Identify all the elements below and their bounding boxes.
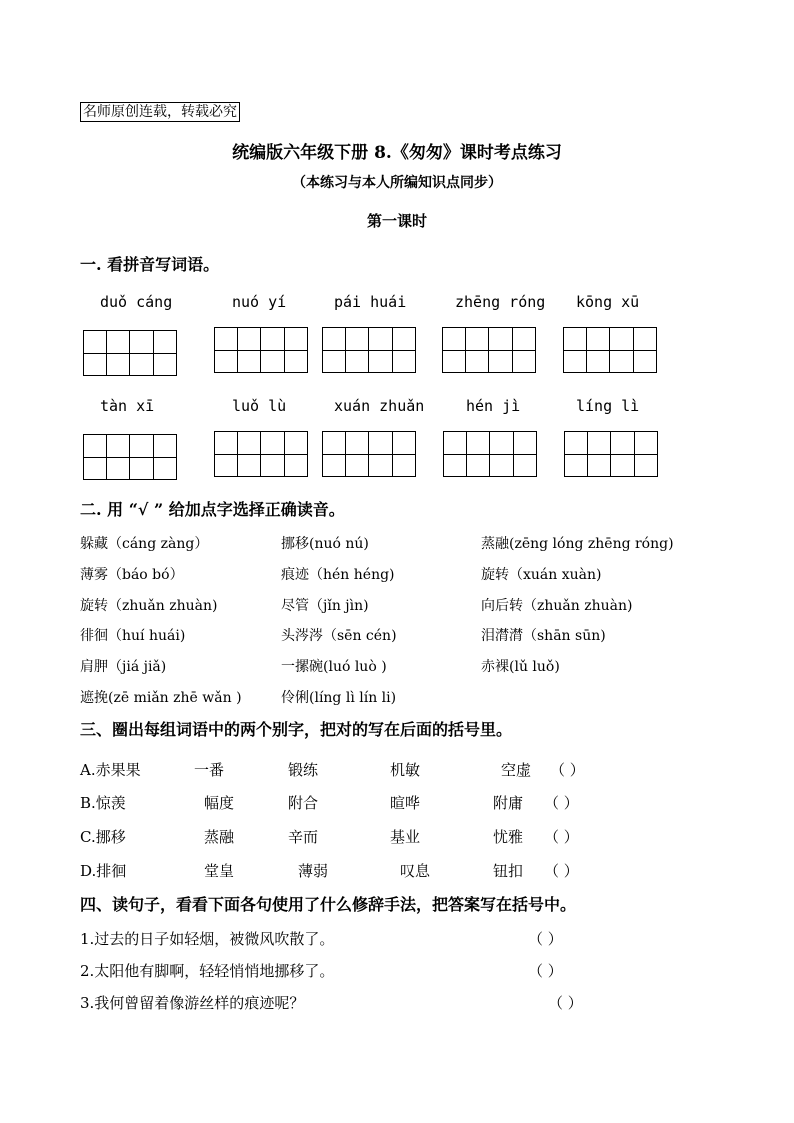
reading-item[interactable]: 一摞碗(luó luò ) [281,659,387,675]
section2-heading: 二. 用 “√ ” 给加点字选择正确读音。 [80,500,345,519]
sentence: 2.太阳他有脚啊，轻轻悄悄地挪移了。 [80,962,335,980]
page-title: 统编版六年级下册 8.《匆匆》课时考点练习 [232,143,562,163]
word[interactable]: 蒸融 [204,828,235,846]
reading-item[interactable]: 遮挽(zē miǎn zhē wǎn ) [80,690,242,706]
pinyin-label: zhēng róng [455,293,546,311]
word[interactable]: 锻练 [288,761,319,779]
pinyin-label: nuó yí [232,293,287,311]
reading-item[interactable]: 尽管（jǐn jìn) [281,598,369,614]
answer-blank[interactable]: （ ） [544,828,579,846]
word[interactable]: 附合 [288,794,319,812]
sentence: 3.我何曾留着像游丝样的痕迹呢？ [80,994,305,1012]
word-group-label: A.赤果果 [80,761,141,779]
reading-item[interactable]: 泪潸潸（shān sūn) [481,628,606,644]
reading-item[interactable]: 赤裸(lǔ luǒ) [481,659,560,675]
section3-heading: 三、圈出每组词语中的两个别字，把对的写在后面的括号里。 [80,720,513,739]
word[interactable]: 薄弱 [298,862,329,880]
pinyin-label: líng lì [576,397,640,415]
word-group-label: C.挪移 [80,828,126,846]
word-group-label: B.惊羡 [80,794,126,812]
answer-blank[interactable]: （ ） [544,794,579,812]
word[interactable]: 空虚 [501,761,532,779]
word[interactable]: 堂皇 [204,862,235,880]
writing-grid[interactable] [214,431,308,477]
pinyin-label: luǒ lù [232,397,287,415]
copyright-stamp: 名师原创连载，转载必究 [80,102,240,122]
section1-heading: 一. 看拼音写词语。 [80,255,220,274]
section4-heading: 四、读句子，看看下面各句使用了什么修辞手法，把答案写在括号中。 [80,895,577,914]
answer-blank[interactable]: （ ） [550,761,585,779]
reading-item[interactable]: 肩胛（jiá jiǎ) [80,659,167,675]
word[interactable]: 叹息 [400,862,431,880]
reading-item[interactable]: 伶俐(líng lì lín li) [281,690,397,706]
writing-grid[interactable] [214,327,308,373]
pinyin-label: pái huái [334,293,407,311]
writing-grid[interactable] [442,327,536,373]
reading-item[interactable]: 徘徊（huí huái) [80,628,186,644]
word[interactable]: 幅度 [204,794,235,812]
writing-grid[interactable] [322,431,416,477]
word[interactable]: 忧雅 [493,828,524,846]
reading-item[interactable]: 向后转（zhuǎn zhuàn) [481,598,633,614]
writing-grid[interactable] [564,431,658,477]
answer-blank[interactable]: （ ） [528,962,563,980]
word[interactable]: 辛而 [288,828,319,846]
word[interactable]: 钮扣 [493,862,524,880]
answer-blank[interactable]: （ ） [544,862,579,880]
lesson-label: 第一课时 [366,212,427,230]
pinyin-label: duǒ cáng [100,293,173,311]
word[interactable]: 暄哗 [390,794,421,812]
writing-grid[interactable] [563,327,657,373]
page-subtitle: （本练习与本人所编知识点同步） [292,175,502,191]
answer-blank[interactable]: （ ） [528,930,563,948]
pinyin-label: xuán zhuǎn [334,397,425,415]
writing-grid[interactable] [83,434,177,480]
reading-item[interactable]: 旋转（zhuǎn zhuàn) [80,598,218,614]
reading-item[interactable]: 头涔涔（sēn cén) [281,628,397,644]
writing-grid[interactable] [83,330,177,376]
word[interactable]: 一番 [194,761,225,779]
reading-item[interactable]: 躲藏（cáng zàng） [80,536,209,552]
reading-item[interactable]: 挪移(nuó nú) [281,536,369,552]
word[interactable]: 基业 [390,828,421,846]
reading-item[interactable]: 薄雾（báo bó） [80,567,184,583]
pinyin-label: kōng xū [576,293,640,311]
word[interactable]: 附庸 [493,794,524,812]
word[interactable]: 机敏 [390,761,421,779]
answer-blank[interactable]: （ ） [548,994,583,1012]
pinyin-label: tàn xī [100,397,155,415]
word-group-label: D.排徊 [80,862,127,880]
pinyin-label: hén jì [466,397,521,415]
reading-item[interactable]: 痕迹（hén héng) [281,567,395,583]
reading-item[interactable]: 旋转（xuán xuàn) [481,567,602,583]
writing-grid[interactable] [443,431,537,477]
sentence: 1.过去的日子如轻烟，被微风吹散了。 [80,930,335,948]
reading-item[interactable]: 蒸融(zēng lóng zhēng róng) [481,536,674,552]
writing-grid[interactable] [322,327,416,373]
